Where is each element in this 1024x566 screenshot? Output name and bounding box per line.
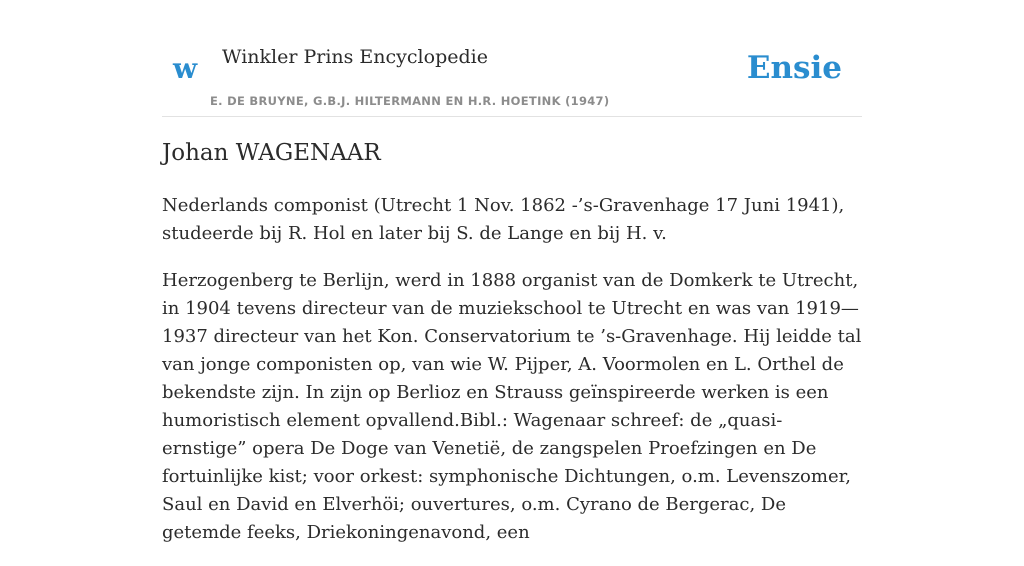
site-title[interactable]: Winkler Prins Encyclopedie xyxy=(222,46,488,68)
article-title: Johan WAGENAAR xyxy=(162,140,381,166)
authors-line: E. DE BRUYNE, G.B.J. HILTERMANN EN H.R. HOETINK (1947) xyxy=(210,94,610,108)
site-header xyxy=(162,40,862,117)
article-paragraph-1: Nederlands componist (Utrecht 1 Nov. 1862 -’s-Gravenhage 17 Juni 1941), studeerde bij R. Hol en later bij S. de Lange en bij H. v. xyxy=(162,195,845,244)
winkler-prins-logo[interactable]: w xyxy=(173,52,198,85)
ensie-logo[interactable]: Ensie xyxy=(746,50,842,86)
article-body xyxy=(162,192,862,566)
article-paragraph-2: Herzogenberg te Berlijn, werd in 1888 organist van de Domkerk te Utrecht, in 1904 tevens directeur van de muziekschool te Utrecht en was van 1919— 1937 directeur van het Kon. Conservatorium te ’s-Gravenhage. Hij leidde tal van jonge componisten op, van wie W. Pijper, A. Voormolen en L. Orthel de bekendste zijn. In zijn op Berlioz en Strauss geïnspireerde werken is een humoristisch element opvallend.Bibl.: Wagenaar schreef: de „quasi-ernstige” opera De Doge van Venetië, de zangspelen Proefzingen en De fortuinlijke kist; voor orkest: symphonische Dichtungen, o.m. Levenszomer, Saul en David en Elverhöi; ouvertures, o.m. Cyrano de Bergerac, De getemde feeks, Driekoningenavond, een xyxy=(162,270,862,543)
